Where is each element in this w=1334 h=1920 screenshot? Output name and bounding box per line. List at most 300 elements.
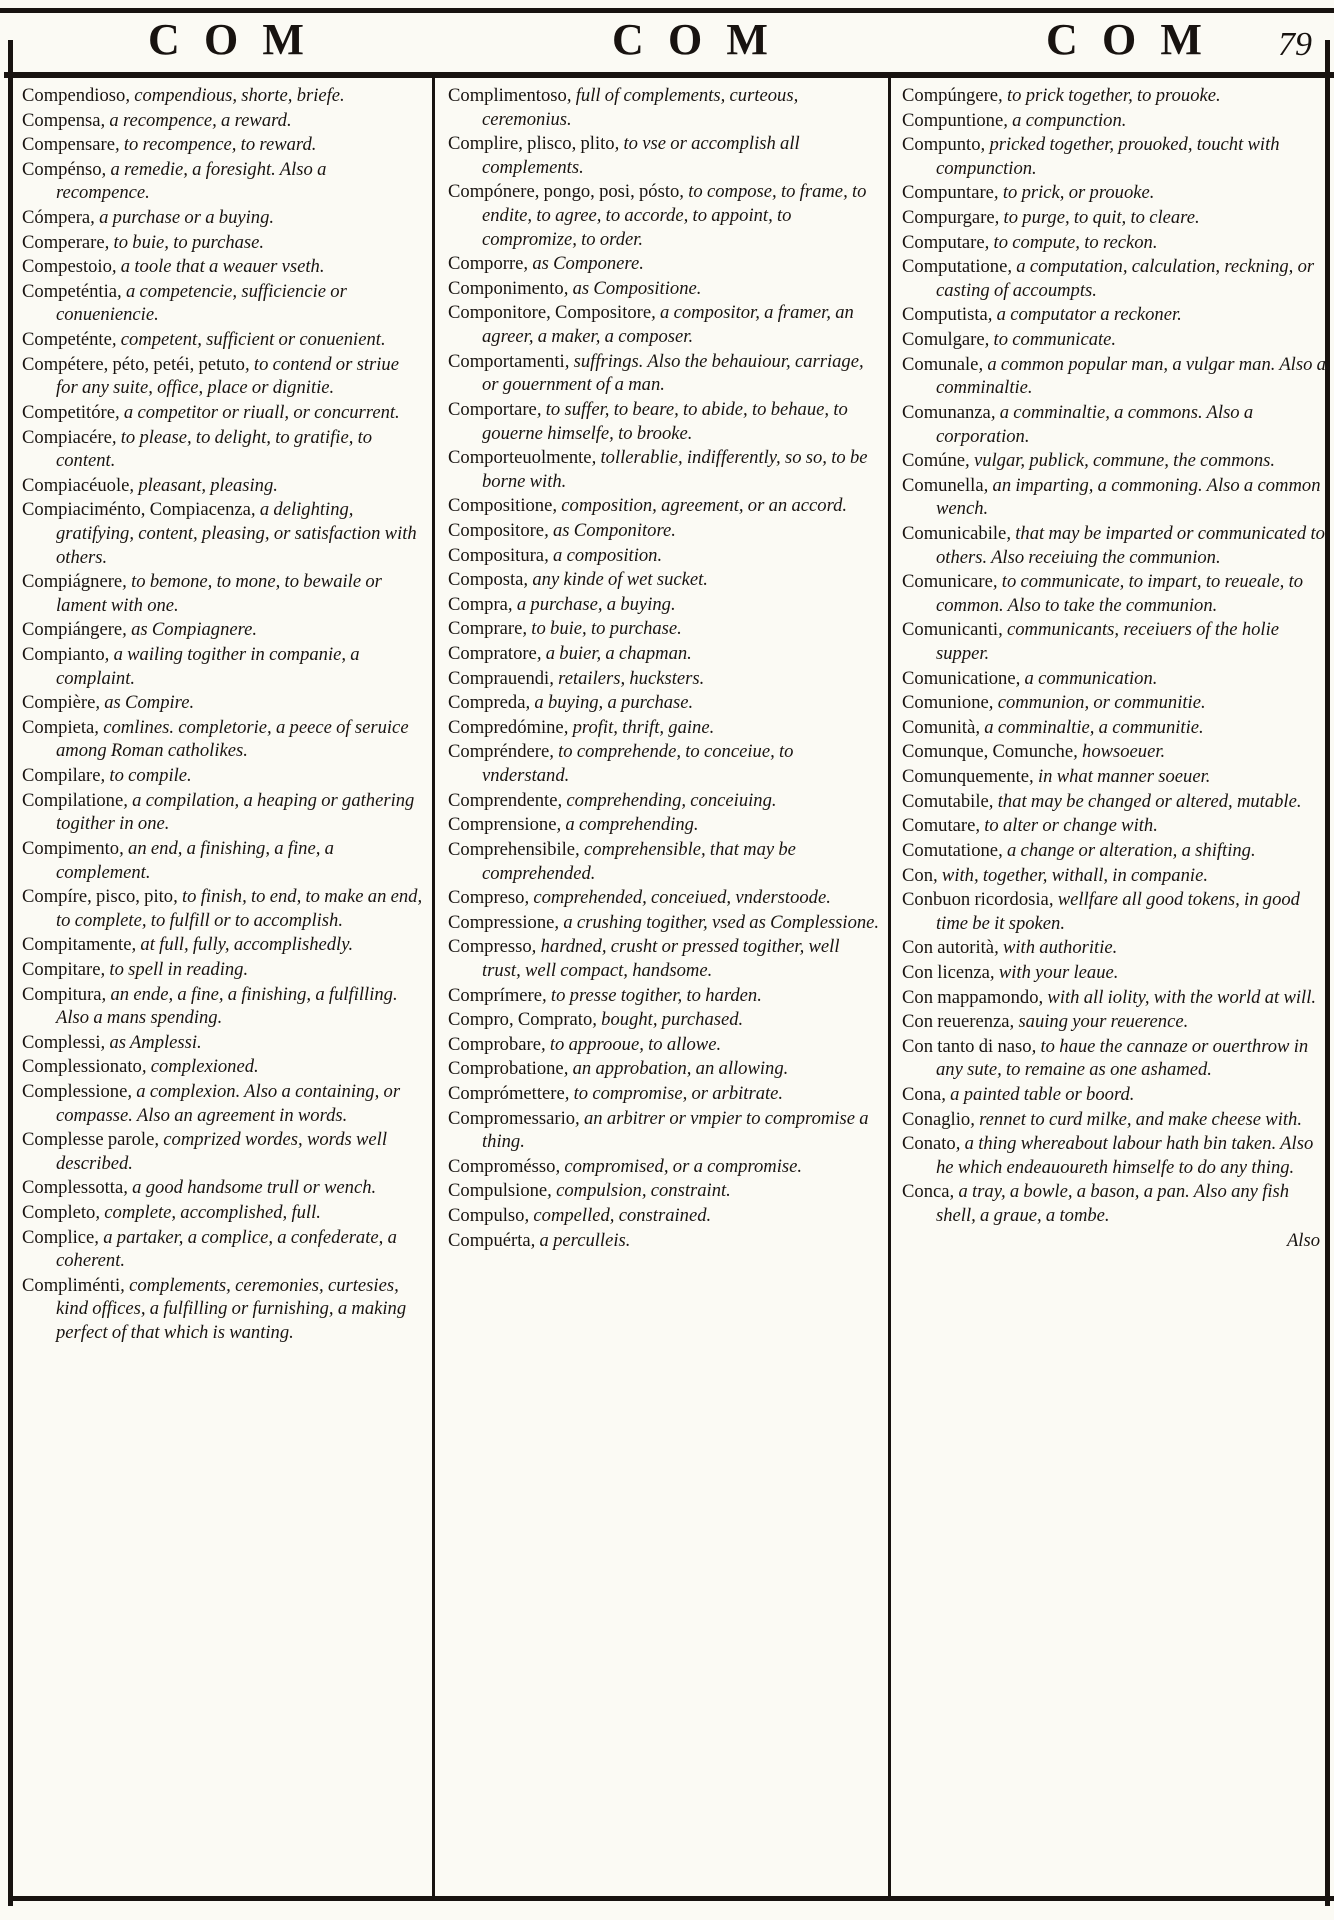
dictionary-entry (448, 911, 880, 935)
dictionary-entry (902, 206, 1326, 230)
entry-definition: , a recompence, a reward. (100, 109, 292, 131)
dictionary-entry (448, 740, 880, 787)
entry-headword: Compositione (448, 495, 553, 517)
entry-headword: Comprímere (448, 984, 542, 1006)
catchword: Also (1286, 1229, 1320, 1251)
entry-definition: , a thing whereabout labour hath bin taken. Also he which endeauoureth himselfe to do any thing. (936, 1133, 1314, 1178)
entry-definition: , composition, agreement, or an accord. (552, 495, 848, 517)
dictionary-entry (22, 474, 424, 498)
entry-headword: Comprobare (448, 1033, 541, 1055)
entry-definition: , with all iolity, with the world at will. (1038, 986, 1317, 1008)
entry-definition: , communicants, receiuers of the holie supper. (936, 619, 1280, 665)
entry-definition: , a complexion. Also a containing, or compasse. Also an agreement in words. (56, 1080, 401, 1126)
entry-definition: , an arbitrer or vmpier to compromise a thing. (482, 1107, 869, 1153)
dictionary-entry (448, 1082, 880, 1106)
entry-headword: Compunto (902, 134, 981, 156)
dictionary-entry (22, 1080, 424, 1127)
entry-definition: , to compose, to frame, to endite, to agree, to accorde, to appoint, to compromize, to order. (482, 181, 867, 250)
entry-headword: Con autorità (902, 937, 995, 959)
entry-definition: , to finish, to end, to make an end, to complete, to fulfill or to accomplish. (56, 886, 423, 931)
dictionary-entry (902, 328, 1326, 352)
entry-definition: , a good handsome trull or wench. (123, 1177, 377, 1199)
dictionary-entry (22, 933, 424, 957)
entry-headword: Comunque, Comunche (902, 741, 1074, 763)
entry-headword: Compratore (448, 643, 537, 665)
entry-definition: , a compunction. (1003, 109, 1127, 131)
entry-headword: Compúngere (902, 85, 999, 106)
entry-headword: Compromessario (448, 1107, 576, 1129)
dictionary-entry (902, 839, 1326, 863)
entry-headword: Competéntia (22, 280, 118, 302)
entry-headword: Compromésso (448, 1155, 556, 1177)
entry-definition: , competent, sufficient or conuenient. (111, 329, 386, 351)
entry-definition: , a remedie, a foresight. Also a recompence. (56, 158, 327, 204)
dictionary-entry (22, 401, 424, 425)
dictionary-entry (448, 886, 880, 910)
dictionary-column-3 (902, 84, 1326, 1894)
entry-definition: , to buie, to purchase. (104, 231, 265, 253)
dictionary-entry (448, 813, 880, 837)
entry-headword: Compénso (22, 158, 102, 180)
dictionary-entry (902, 1035, 1326, 1082)
entry-definition: , to please, to delight, to gratifie, to content. (56, 426, 373, 472)
entry-definition: , comprehensible, that may be comprehended. (482, 838, 796, 884)
entry-definition: , complexioned. (141, 1056, 259, 1078)
entry-headword: Compra (448, 593, 508, 615)
entry-headword: Comunicatione (902, 667, 1016, 689)
entry-headword: Comprare (448, 618, 523, 640)
entry-definition: , to contend or striue for any suite, office, place or dignitie. (56, 353, 399, 399)
dictionary-entry (902, 570, 1326, 617)
entry-definition: , pleasant, pleasing. (129, 474, 278, 496)
entry-headword: Compendioso (22, 85, 126, 106)
entry-definition: , to prick, or prouoke. (993, 182, 1155, 204)
entry-headword: Componimento (448, 277, 564, 299)
dictionary-entry (902, 1132, 1326, 1179)
dictionary-entry (902, 936, 1326, 960)
entry-headword: Cona (902, 1083, 942, 1105)
entry-definition: , a comprehending. (556, 814, 699, 836)
entry-headword: Compiaciménto, Compiacenza (22, 499, 251, 521)
entry-definition: , to compile. (100, 765, 192, 787)
dictionary-entry (448, 301, 880, 348)
dictionary-entry (448, 568, 880, 592)
entry-definition: , a crushing togither, vsed as Complessione. (554, 911, 880, 933)
dictionary-entry (22, 570, 424, 617)
entry-definition: , howsoeuer. (1073, 741, 1166, 763)
entry-definition: , that may be changed or altered, mutable. (988, 790, 1302, 812)
entry-headword: Compositura (448, 544, 545, 566)
entry-headword: Compressione (448, 911, 555, 933)
entry-headword: Complire, plisco, plito (448, 133, 615, 155)
entry-headword: Compensa (22, 109, 101, 131)
entry-definition: , compromised, or a compromise. (555, 1155, 803, 1177)
header-rule (4, 72, 1334, 78)
entry-headword: Con licenza (902, 961, 990, 983)
entry-definition: , as Componere. (523, 253, 644, 275)
entry-headword: Compiacéuole (22, 474, 130, 496)
entry-headword: Compieta (22, 716, 95, 738)
entry-definition: , complete, accomplished, full. (95, 1202, 321, 1224)
entry-definition: , to haue the cannaze or ouerthrow in any sute, to remaine as one ashamed. (936, 1035, 1309, 1081)
entry-definition: , to comprehende, to conceiue, to vnderstand. (482, 741, 794, 787)
entry-definition: , pricked together, prouoked, toucht with compunction. (936, 134, 1280, 179)
entry-headword: Compositore (448, 519, 545, 541)
entry-headword: Comunione (902, 692, 989, 714)
entry-definition: , full of complements, curteous, ceremonius. (482, 85, 799, 130)
entry-definition: , a comminaltie, a communitie. (975, 716, 1204, 738)
dictionary-entry (448, 617, 880, 641)
entry-definition: , a wailing togither in companie, a complaint. (56, 644, 360, 689)
entry-definition: , an end, a finishing, a fine, a complement. (56, 837, 334, 883)
dictionary-column-2 (448, 84, 880, 1894)
dictionary-entry (902, 888, 1326, 935)
entry-definition: , a composition. (544, 544, 663, 566)
entry-definition: , a tray, a bowle, a bason, a pan. Also any fish shell, a graue, a tombe. (936, 1181, 1290, 1227)
entry-definition: , an approbation, an allowing. (563, 1058, 789, 1080)
bottom-rule (8, 1896, 1334, 1901)
entry-definition: , comprehended, conceiued, vnderstoode. (524, 887, 831, 909)
dictionary-entry (902, 1108, 1326, 1132)
dictionary-entry (902, 740, 1326, 764)
entry-headword: Completo (22, 1202, 96, 1224)
dictionary-entry (448, 1033, 880, 1057)
running-head-1: COM (148, 15, 329, 64)
entry-headword: Comunale (902, 353, 979, 375)
dictionary-entry (448, 789, 880, 813)
dictionary-entry (22, 691, 424, 715)
entry-definition: , at full, fully, accomplishedly. (131, 934, 354, 956)
dictionary-column-1 (22, 84, 424, 1894)
entry-headword: Conca (902, 1181, 950, 1203)
dictionary-entry (448, 1057, 880, 1081)
entry-definition: , to spell in reading. (100, 958, 249, 980)
entry-headword: Computare (902, 231, 985, 253)
dictionary-entry (448, 519, 880, 543)
dictionary-entry (22, 716, 424, 763)
entry-headword: Compitura (22, 983, 102, 1005)
dictionary-entry (22, 1226, 424, 1273)
entry-headword: Con tanto di naso (902, 1035, 1032, 1057)
entry-headword: Computatione (902, 256, 1008, 278)
dictionary-entry (22, 426, 424, 473)
dictionary-entry (902, 667, 1326, 691)
column-divider-2 (888, 78, 891, 1896)
dictionary-entry (448, 1204, 880, 1228)
dictionary-entry (22, 328, 424, 352)
entry-headword: Comperare (22, 231, 105, 253)
dictionary-entry (22, 1201, 424, 1225)
entry-definition: , to presse togither, to harden. (541, 984, 762, 1006)
entry-headword: Complimentoso (448, 85, 567, 106)
dictionary-entry (902, 401, 1326, 448)
entry-definition: , tollerablie, indifferently, so so, to be borne with. (482, 447, 868, 492)
entry-headword: Componitore, Compositore (448, 302, 652, 324)
entry-definition: , a comminaltie, a commons. Also a corporation. (936, 401, 1254, 447)
dictionary-entry (448, 252, 880, 276)
entry-headword: Complessotta (22, 1177, 124, 1199)
entry-definition: , in what manner soeuer. (1029, 766, 1211, 788)
dictionary-entry (22, 353, 424, 400)
entry-definition: , to compute, to reckon. (984, 231, 1158, 253)
entry-headword: Comunella (902, 474, 984, 496)
dictionary-entry (448, 544, 880, 568)
entry-headword: Con (902, 864, 933, 886)
column-divider-1 (432, 78, 435, 1896)
entry-headword: Con mappamondo (902, 986, 1039, 1008)
entry-definition: , a partaker, a complice, a confederate, a coherent. (56, 1226, 397, 1272)
entry-definition: , complements, ceremonies, curtesies, kind offices, a fulfilling or furnishing, a making perfect of that which is wanting. (56, 1274, 407, 1344)
entry-definition: , a painted table or boord. (941, 1083, 1135, 1105)
dictionary-entry (448, 1179, 880, 1203)
dictionary-entry (448, 84, 880, 131)
dictionary-entry (22, 764, 424, 788)
dictionary-entry (902, 961, 1326, 985)
dictionary-entry (22, 206, 424, 230)
dictionary-entry (22, 231, 424, 255)
entry-definition: , as Componitore. (544, 519, 676, 541)
entry-headword: Compónere, pongo, posi, pósto (448, 181, 680, 203)
entry-definition: , with your leaue. (989, 961, 1119, 983)
entry-definition: , as Compire. (95, 692, 195, 714)
entry-headword: Comprauendi (448, 667, 550, 689)
entry-headword: Comportamenti (448, 350, 565, 372)
dictionary-entry (448, 350, 880, 397)
dictionary-entry (22, 643, 424, 690)
entry-headword: Comunicanti (902, 619, 999, 641)
entry-definition: , an ende, a fine, a finishing, a fulfilling. Also a mans spending. (56, 983, 398, 1029)
dictionary-entry (902, 231, 1326, 255)
entry-headword: Comulgare (902, 329, 985, 351)
entry-headword: Complessionato (22, 1056, 142, 1078)
entry-headword: Complice (22, 1226, 95, 1248)
entry-headword: Competitóre (22, 401, 115, 423)
entry-definition: , profit, thrift, gaine. (563, 716, 715, 738)
entry-definition: , a delighting, gratifying, content, pleasing, or satisfaction with others. (56, 499, 417, 568)
entry-definition: , retailers, hucksters. (549, 667, 705, 689)
entry-headword: Compíre, pisco, pito (22, 886, 174, 908)
entry-headword: Competénte (22, 329, 112, 351)
entry-headword: Compreso (448, 887, 525, 909)
dictionary-entry (448, 180, 880, 251)
entry-headword: Comunicabile (902, 522, 1007, 544)
dictionary-entry (22, 837, 424, 884)
entry-headword: Comprobatione (448, 1058, 564, 1080)
entry-definition: , a computator a reckoner. (987, 304, 1182, 326)
entry-headword: Comutabile (902, 790, 989, 812)
dictionary-entry (22, 958, 424, 982)
entry-definition: , a communication. (1015, 667, 1158, 689)
entry-headword: Comportare (448, 398, 537, 420)
entry-headword: Compulso (448, 1205, 525, 1227)
entry-definition: , as Amplessi. (100, 1031, 202, 1053)
dictionary-entry (902, 1180, 1326, 1227)
dictionary-entry (22, 789, 424, 836)
dictionary-entry (448, 398, 880, 445)
dictionary-entry (22, 84, 424, 108)
entry-headword: Compiángere (22, 619, 123, 641)
entry-headword: Compro, Comprato (448, 1009, 593, 1031)
dictionary-entry (448, 593, 880, 617)
entry-headword: Compiacére (22, 426, 112, 448)
dictionary-entry (22, 1031, 424, 1055)
entry-definition: , to communicate. (984, 329, 1117, 351)
dictionary-entry (902, 716, 1326, 740)
entry-definition: , to compromise, or arbitrate. (564, 1082, 784, 1104)
entry-headword: Comprehensibile (448, 838, 576, 860)
entry-definition: , a computation, calculation, reckning, or casting of accoumpts. (936, 256, 1315, 301)
entry-definition: , with authoritie. (994, 937, 1118, 959)
entry-headword: Compuntione (902, 109, 1004, 131)
dictionary-entry (902, 814, 1326, 838)
dictionary-entry (902, 522, 1326, 569)
entry-definition: , a toole that a weauer vseth. (111, 256, 325, 278)
dictionary-entry (448, 642, 880, 666)
dictionary-entry (902, 84, 1326, 108)
entry-definition: , with, together, withall, in companie. (933, 864, 1208, 886)
entry-headword: Comprendente (448, 789, 558, 811)
top-rule (0, 8, 1334, 13)
dictionary-entry (902, 691, 1326, 715)
entry-definition: , to buie, to purchase. (522, 618, 682, 640)
entry-headword: Computista (902, 304, 988, 326)
dictionary-entry (448, 691, 880, 715)
entry-headword: Complessi (22, 1031, 101, 1053)
running-head-2: COM (612, 15, 793, 64)
entry-definition: , as Compiagnere. (122, 619, 258, 641)
entry-definition: , compendious, shorte, briefe. (125, 85, 345, 106)
dictionary-entry (448, 716, 880, 740)
entry-headword: Comutatione (902, 839, 999, 861)
dictionary-entry (22, 1055, 424, 1079)
dictionary-entry (902, 765, 1326, 789)
entry-definition: , to approoue, to allowe. (540, 1033, 722, 1055)
entry-headword: Compétere, péto, petéi, petuto (22, 353, 245, 375)
dictionary-entry (448, 984, 880, 1008)
dictionary-entry (448, 1107, 880, 1154)
entry-headword: Compresso (448, 936, 532, 958)
dictionary-entry (902, 255, 1326, 302)
entry-definition: , compulsion, constraint. (547, 1180, 731, 1202)
entry-headword: Compitamente (22, 934, 132, 956)
dictionary-entry (448, 277, 880, 301)
entry-definition: , a purchase or a buying. (90, 207, 275, 229)
entry-headword: Compurgare (902, 207, 995, 229)
dictionary-entry (902, 864, 1326, 888)
entry-headword: Compilatione (22, 789, 124, 811)
entry-definition: , to recompence, to reward. (114, 134, 317, 156)
entry-headword: Compuérta (448, 1229, 531, 1251)
dictionary-entry (902, 303, 1326, 327)
dictionary-entry (902, 109, 1326, 133)
dictionary-entry (902, 1083, 1326, 1107)
entry-headword: Compreda (448, 692, 526, 714)
dictionary-entry (22, 885, 424, 932)
entry-headword: Cómpera (22, 207, 91, 229)
running-head-3: COM (1046, 15, 1227, 64)
dictionary-entry (22, 109, 424, 133)
entry-definition: , a competitor or riuall, or concurrent. (114, 401, 400, 423)
entry-definition: , sauing your reuerence. (1009, 1011, 1189, 1033)
entry-definition: , to alter or change with. (975, 815, 1158, 837)
entry-headword: Comunità (902, 716, 976, 738)
dictionary-entry (902, 790, 1326, 814)
entry-definition: , a compilation, a heaping or gathering togither in one. (56, 789, 415, 835)
entry-definition: , a competencie, sufficiencie or conueniencie. (56, 280, 347, 326)
entry-definition: , a buying, a purchase. (525, 692, 694, 714)
dictionary-entry (448, 1155, 880, 1179)
dictionary-entry (902, 618, 1326, 665)
entry-definition: , comprehending, conceiuing. (557, 789, 777, 811)
dictionary-entry (902, 1010, 1326, 1034)
entry-headword: Comunicare (902, 571, 993, 593)
entry-definition: , comlines. completorie, a peece of seruice among Roman catholikes. (56, 716, 409, 762)
entry-definition: , a compositor, a framer, an agreer, a maker, a composer. (482, 302, 854, 348)
dictionary-entry (22, 255, 424, 279)
dictionary-entry (448, 935, 880, 982)
entry-definition: , to purge, to quit, to cleare. (994, 207, 1200, 229)
entry-definition: , a buier, a chapman. (536, 643, 692, 665)
dictionary-entry (902, 986, 1326, 1010)
entry-headword: Conaglio (902, 1108, 971, 1130)
entry-definition: , communion, or communitie. (988, 692, 1206, 714)
dictionary-entry (902, 353, 1326, 400)
entry-headword: Composta (448, 569, 524, 591)
entry-definition: , to suffer, to beare, to abide, to behaue, to gouerne himselfe, to brooke. (482, 398, 848, 444)
entry-definition: , a common popular man, a vulgar man. Also a comminaltie. (936, 353, 1326, 399)
entry-headword: Comutare (902, 815, 976, 837)
entry-definition: , any kinde of wet sucket. (523, 569, 708, 591)
dictionary-entry (448, 446, 880, 493)
dictionary-entry (902, 449, 1326, 473)
entry-definition: , a perculleis. (530, 1229, 631, 1251)
entry-headword: Compiágnere (22, 571, 123, 593)
entry-definition: , a purchase, a buying. (507, 593, 676, 615)
entry-definition: , bought, purchased. (592, 1009, 744, 1031)
entry-headword: Compestoio (22, 256, 112, 278)
entry-headword: Comunquemente (902, 766, 1030, 788)
entry-definition: , comprized wordes, words well described. (56, 1129, 388, 1174)
entry-headword: Compitare (22, 958, 101, 980)
dictionary-entry (448, 494, 880, 518)
dictionary-entry (902, 474, 1326, 521)
entry-headword: Compulsione (448, 1180, 548, 1202)
entry-headword: Comunanza (902, 401, 991, 423)
dictionary-entry (448, 1008, 880, 1032)
entry-headword: Complessione (22, 1080, 128, 1102)
dictionary-entry (448, 1229, 880, 1253)
entry-definition: , suffrings. Also the behauiour, carriage, or gouernment of a man. (482, 350, 864, 396)
entry-definition: , hardned, crusht or pressed togither, well trust, well compact, handsome. (482, 936, 840, 981)
entry-headword: Conbuon ricordosia (902, 889, 1049, 911)
entry-headword: Comprómettere (448, 1082, 565, 1104)
entry-definition: , wellfare all good tokens, in good time be it spoken. (936, 889, 1300, 934)
dictionary-entry (22, 1274, 424, 1345)
entry-headword: Compuntare (902, 182, 994, 204)
entry-headword: Compimento (22, 837, 120, 859)
entry-definition: , compelled, constrained. (524, 1205, 712, 1227)
entry-definition: , that may be imparted or communicated to others. Also receiuing the communion. (936, 522, 1325, 568)
entry-headword: Comporre (448, 253, 524, 275)
entry-headword: Conato (902, 1133, 956, 1155)
dictionary-entry (448, 132, 880, 179)
dictionary-entry (22, 133, 424, 157)
entry-headword: Compréndere (448, 741, 550, 763)
dictionary-entry (902, 181, 1326, 205)
dictionary-entry (22, 1128, 424, 1175)
left-border-rule (8, 40, 13, 1906)
entry-definition: , to bemone, to mone, to bewaile or lament with one. (56, 571, 382, 616)
